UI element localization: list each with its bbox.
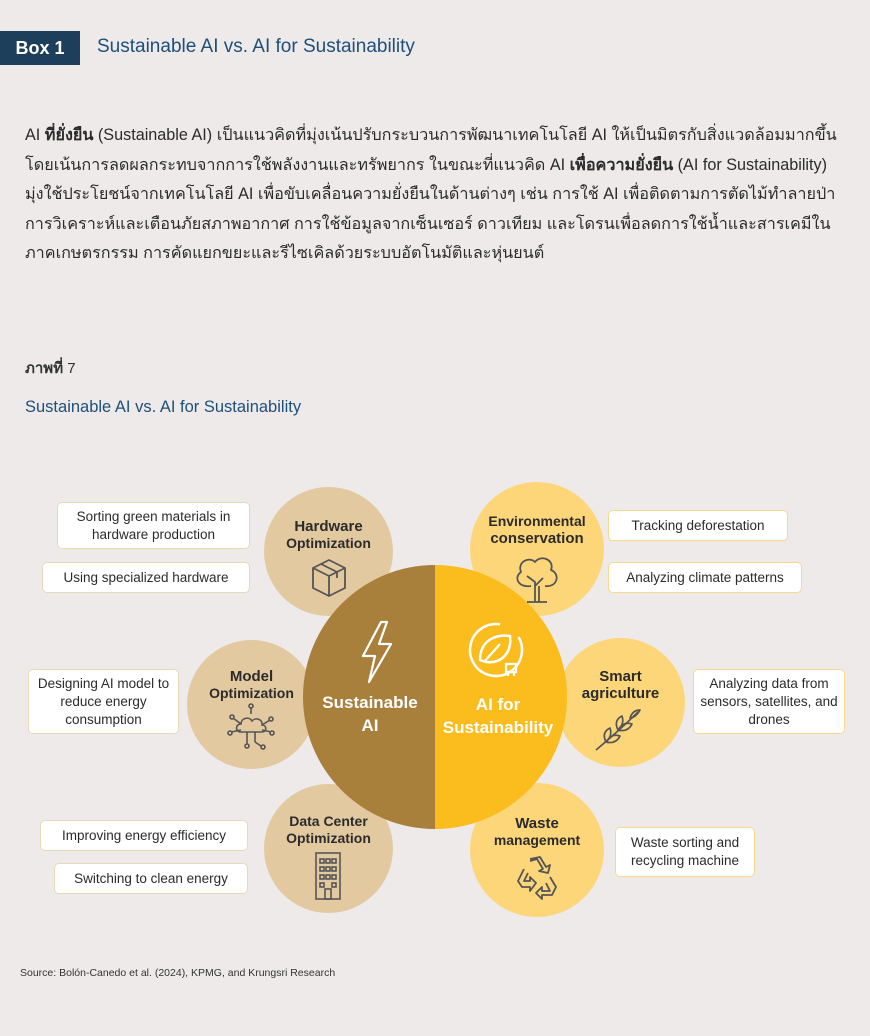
ai-for-sustainability-label: AI for Sustainability bbox=[442, 695, 554, 737]
environment-label: Environmental conservation bbox=[488, 513, 586, 547]
hardware-label: Hardware Optimization bbox=[286, 518, 371, 551]
box-tag: Box 1 bbox=[0, 31, 80, 65]
tree-icon bbox=[511, 552, 563, 604]
note-specialized-hardware: Using specialized hardware bbox=[42, 562, 250, 593]
figure-title: Sustainable AI vs. AI for Sustainability bbox=[25, 398, 302, 416]
note-energy-efficiency: Improving energy efficiency bbox=[40, 820, 248, 851]
recycle-icon bbox=[510, 855, 564, 905]
eco-bulb-icon bbox=[466, 620, 530, 684]
source-note: Source: Bolón-Canedo et al. (2024), KPMG, and Krungsri Research bbox=[20, 967, 336, 979]
datacenter-label: Data Center Optimization bbox=[286, 813, 371, 846]
cloud-network-icon bbox=[225, 700, 277, 752]
waste-label: Waste management bbox=[493, 815, 581, 848]
leaf-branch-icon bbox=[592, 708, 644, 754]
note-analyzing-sensor-data: Analyzing data from sensors, satellites, and drones bbox=[693, 669, 845, 734]
intro-paragraph: AI ที่ยั่งยืน (Sustainable AI) เป็นแนวคิดที่มุ่งเน้นปรับกระบวนการพัฒนาเทคโนโลยี AI ให้เป็นมิตรกับสิ่งแวดล้อมมากขึ้น โดยเน้นการลดผลกระทบจากการใช้พลังงานและทรัพยากร ในขณะที่แนวคิด AI เพื่อความยั่งยืน (AI for Sustainability) มุ่งใช้ประโยชน์จากเทคโนโลยี AI เพื่อขับเคลื่อนความยั่งยืนในด้านต่างๆ เช่น การใช้ AI เพื่อติดตามการตัดไม้ทำลายป่า การวิเคราะห์และเตือนภัยสภาพอากาศ การใช้ข้อมูลจากเซ็นเซอร์ ดาวเทียม และโดรนเพื่อลดการใช้น้ำและสารเคมีในภาคเกษตรกรรม การคัดแยกขยะและรีไซเคิลด้วยระบบอัตโนมัติและหุ่นยนต์ bbox=[25, 126, 837, 262]
note-designing-ai-model: Designing AI model to reduce energy consumption bbox=[28, 669, 179, 734]
note-waste-sorting: Waste sorting and recycling machine bbox=[615, 827, 755, 877]
note-climate-patterns: Analyzing climate patterns bbox=[608, 562, 802, 593]
building-icon bbox=[310, 851, 346, 901]
agriculture-label: Smart agriculture bbox=[581, 668, 660, 702]
box-icon bbox=[307, 556, 351, 600]
sustainable-ai-label: Sustainable AI bbox=[322, 693, 418, 735]
note-tracking-deforestation: Tracking deforestation bbox=[608, 510, 788, 541]
figure-label: ภาพที่ 7 bbox=[25, 360, 76, 377]
lightning-icon bbox=[357, 620, 397, 684]
model-label: Model Optimization bbox=[209, 668, 294, 701]
note-clean-energy: Switching to clean energy bbox=[54, 863, 248, 894]
note-sorting-green-materials: Sorting green materials in hardware production bbox=[57, 502, 250, 549]
box-title: Sustainable AI vs. AI for Sustainability bbox=[97, 36, 415, 57]
